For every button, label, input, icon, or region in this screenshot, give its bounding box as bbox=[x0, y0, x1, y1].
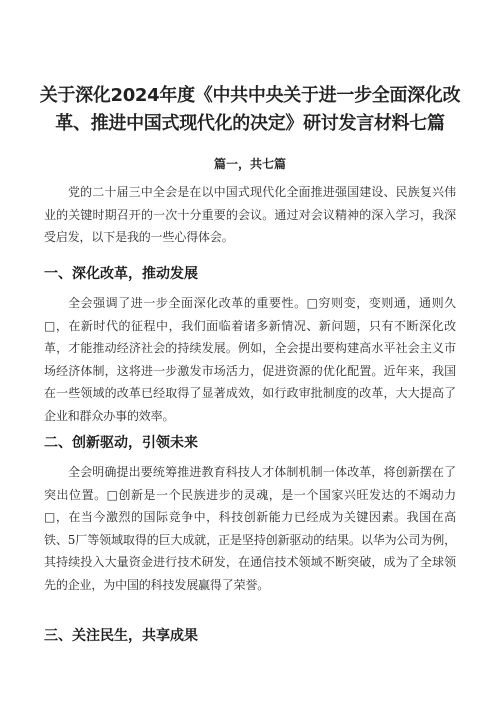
section-1-body: 全会强调了进一步全面深化改革的重要性。□穷则变，变则通，通则久□，在新时代的征程中，我们面临着诸多新情况、新问题，只有不断深化改革，才能推动经济社会的持续发展。例如，全会提出要构建高水平社会主义市场经济体制，这将进一步激发市场活力，促进资源的优化配置。近年来，我国在一些领域的改革已经取得了显著成效，如行政审批制度的改革，大大提高了企业和群众办事的效率。 bbox=[44, 296, 456, 423]
intro-paragraph: 党的二十届三中全会是在以中国式现代化全面推进强国建设、民族复兴伟业的关键时期召开的一次十分重要的会议。通过对会议精神的深入学习，我深受启发，以下是我的一些心得体会。 bbox=[44, 185, 456, 244]
title-line-1: 关于深化2024年度《中共中央关于进一步全面深化改 bbox=[39, 85, 461, 107]
section-2-body: 全会明确提出要统筹推进教育科技人才体制机制一体改革，将创新摆在了突出位置。□创新是一个民族进步的灵魂，是一个国家兴旺发达的不竭动力□，在当今激烈的国际竞争中，科技创新能力已经成为关键因素。我国在高铁、5厂等领域取得的巨大成就，正是坚持创新驱动的结果。以华为公司为例，其持续投入大量资金进行技术研发，在通信技术领域不断突破，成为了全球领先的企业，为中国的科技发展赢得了荣誉。 bbox=[44, 465, 456, 592]
document-title bbox=[30, 82, 470, 138]
title-line-2: 革、推进中国式现代化的决定》研讨发言材料七篇 bbox=[55, 113, 445, 135]
section-2-heading: 二、创新驱动，引领未来 bbox=[44, 435, 198, 451]
section-1-heading: 一、深化改革，推动发展 bbox=[44, 266, 198, 282]
section-3-heading: 三、关注民生，共享成果 bbox=[44, 628, 198, 644]
document-subtitle: 篇一，共七篇 bbox=[213, 157, 286, 171]
